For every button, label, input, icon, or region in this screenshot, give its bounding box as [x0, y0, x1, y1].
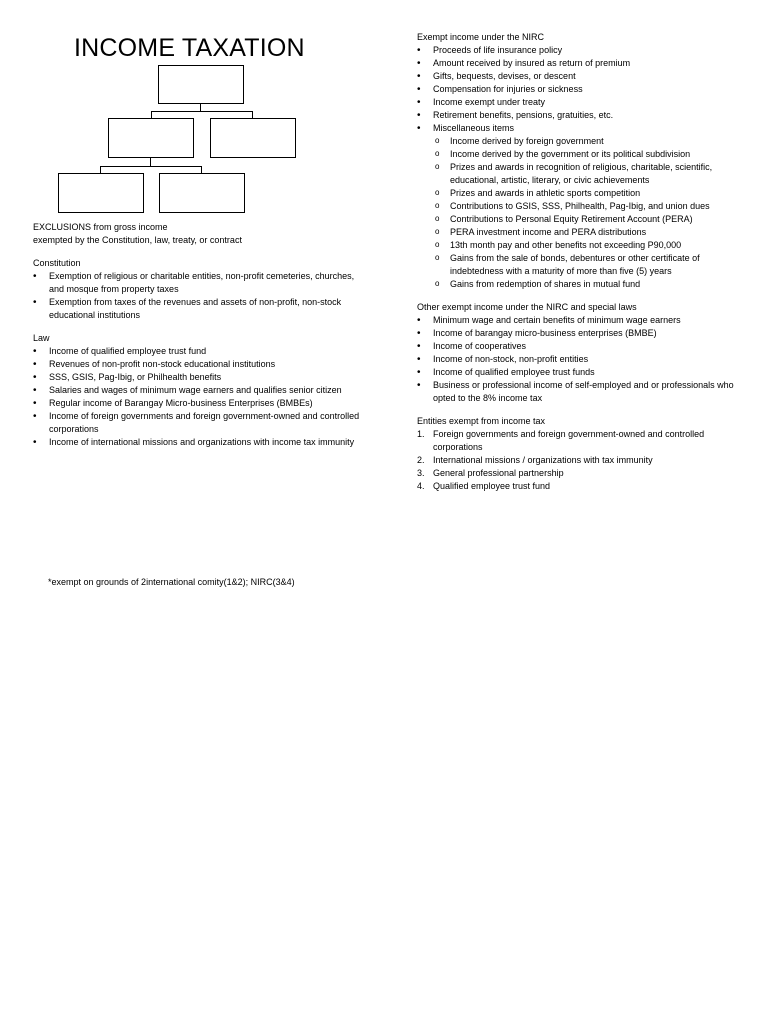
list-item: • Amount received by insured as return of premium — [417, 57, 735, 70]
list-item: • Salaries and wages of minimum wage earners and qualifies senior citizen — [33, 384, 365, 397]
org-chart-connector — [150, 157, 151, 166]
list-item: o Contributions to Personal Equity Retirement Account (PERA) — [417, 213, 735, 226]
exempt-nirc-heading: Exempt income under the NIRC — [417, 32, 545, 42]
list-item-text: General professional partnership — [433, 468, 564, 478]
list-number: 3. — [417, 468, 425, 478]
page-title: INCOME TAXATION — [74, 34, 305, 62]
list-item: • Miscellaneous items — [417, 122, 735, 135]
list-item: o Prizes and awards in recognition of religious, charitable, scientific, educational, artistic, literary, or civic achievements — [417, 161, 735, 187]
list-item: • Gifts, bequests, devises, or descent — [417, 70, 735, 83]
list-item: • Retirement benefits, pensions, gratuities, etc. — [417, 109, 735, 122]
org-chart-connector — [100, 166, 101, 173]
constitution-list — [33, 270, 365, 322]
list-item: o Gains from redemption of shares in mutual fund — [417, 278, 735, 291]
org-chart-root-box — [158, 65, 244, 104]
list-item: • Minimum wage and certain benefits of minimum wage earners — [417, 314, 735, 327]
list-item: o PERA investment income and PERA distributions — [417, 226, 735, 239]
list-item: • Exemption from taxes of the revenues and assets of non-profit, non-stock educational institutions — [33, 296, 365, 322]
list-item: • Exemption of religious or charitable entities, non-profit cemeteries, churches, and mosque from property taxes — [33, 270, 365, 296]
list-item: • Compensation for injuries or sickness — [417, 83, 735, 96]
list-item: • Income of qualified employee trust fund — [33, 345, 365, 358]
law-heading: Law — [33, 333, 50, 343]
list-item: • Proceeds of life insurance policy — [417, 44, 735, 57]
exclusions-subheading: exempted by the Constitution, law, treaty, or contract — [33, 235, 242, 245]
list-item: • Income of foreign governments and foreign government-owned and controlled corporations — [33, 410, 365, 436]
list-item: • Business or professional income of self-employed and or professionals who opted to the 8% income tax — [417, 379, 735, 405]
list-item: • Revenues of non-profit non-stock educational institutions — [33, 358, 365, 371]
list-item — [417, 480, 735, 493]
org-chart-right-box — [210, 118, 296, 158]
exempt-nirc-list — [417, 44, 735, 135]
list-number: 4. — [417, 481, 425, 491]
list-item: o Gains from the sale of bonds, debentures or other certificate of indebtedness with a maturity of more than five (5) years — [417, 252, 735, 278]
org-chart-connector — [151, 111, 252, 112]
list-item: o Income derived by the government or its political subdivision — [417, 148, 735, 161]
org-chart-bottom-left-box — [58, 173, 144, 213]
list-item: • Income of barangay micro-business enterprises (BMBE) — [417, 327, 735, 340]
list-item-text: International missions / organizations with tax immunity — [433, 455, 653, 465]
other-exempt-heading: Other exempt income under the NIRC and special laws — [417, 302, 637, 312]
other-exempt-list — [417, 314, 735, 405]
list-item-text: Foreign governments and foreign government-owned and controlled corporations — [433, 429, 705, 452]
org-chart-connector — [252, 111, 253, 118]
org-chart-connector — [151, 111, 152, 118]
list-item — [417, 467, 735, 480]
list-item: • Income of non-stock, non-profit entities — [417, 353, 735, 366]
list-number: 1. — [417, 429, 425, 439]
org-chart-left-box — [108, 118, 194, 158]
constitution-heading: Constitution — [33, 258, 81, 268]
org-chart-connector — [100, 166, 201, 167]
list-item: • Income of cooperatives — [417, 340, 735, 353]
org-chart-bottom-right-box — [159, 173, 245, 213]
list-item: • SSS, GSIS, Pag-Ibig, or Philhealth benefits — [33, 371, 365, 384]
list-item: • Income of international missions and organizations with income tax immunity — [33, 436, 365, 449]
list-item: o Prizes and awards in athletic sports competition — [417, 187, 735, 200]
list-item — [417, 454, 735, 467]
list-number: 2. — [417, 455, 425, 465]
org-chart-connector — [200, 103, 201, 111]
list-item-text: Qualified employee trust fund — [433, 481, 551, 491]
org-chart-connector — [201, 166, 202, 173]
footnote: *exempt on grounds of 2international comity(1&2); NIRC(3&4) — [48, 577, 295, 587]
entities-exempt-heading: Entities exempt from income tax — [417, 416, 546, 426]
list-item: • Regular income of Barangay Micro-business Enterprises (BMBEs) — [33, 397, 365, 410]
list-item: • Income exempt under treaty — [417, 96, 735, 109]
list-item: o Contributions to GSIS, SSS, Philhealth, Pag-Ibig, and union dues — [417, 200, 735, 213]
list-item: • Income of qualified employee trust funds — [417, 366, 735, 379]
list-item: o 13th month pay and other benefits not exceeding P90,000 — [417, 239, 735, 252]
misc-items-list — [417, 135, 735, 291]
list-item — [417, 428, 735, 454]
entities-exempt-list — [417, 428, 735, 493]
right-column — [417, 31, 735, 493]
law-list — [33, 345, 365, 449]
exclusions-heading: EXCLUSIONS from gross income — [33, 222, 168, 232]
left-column — [33, 221, 365, 449]
list-item: o Income derived by foreign government — [417, 135, 735, 148]
